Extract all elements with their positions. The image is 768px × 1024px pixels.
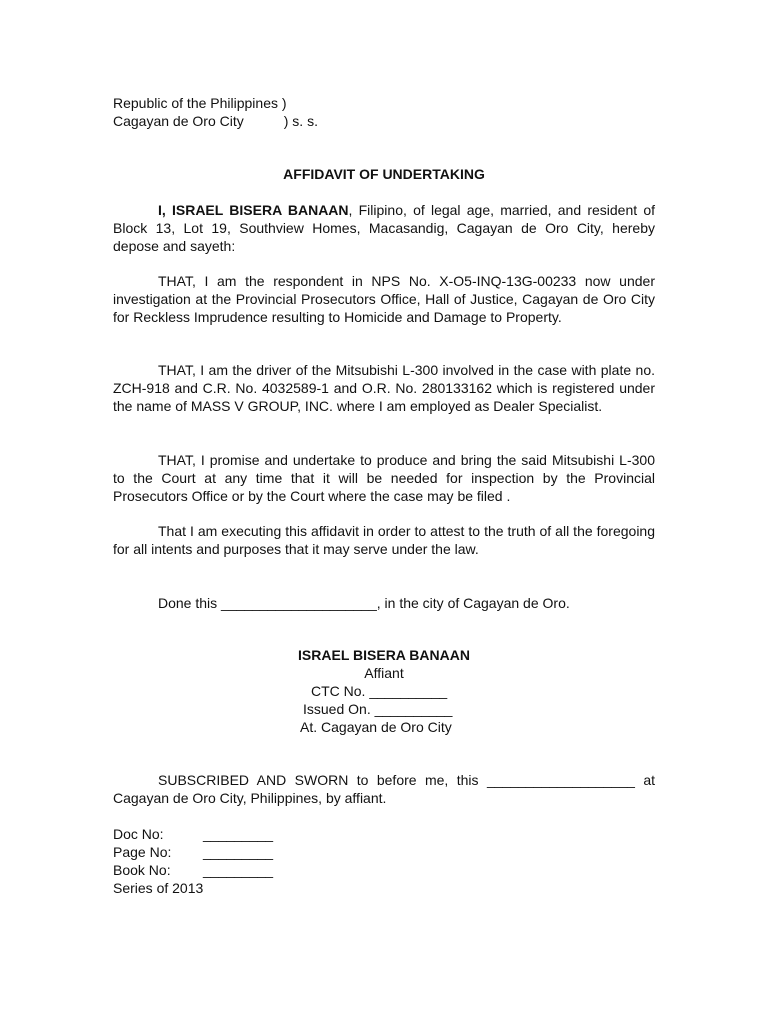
venue-city: Cagayan de Oro City	[113, 113, 244, 129]
done-line: Done this ____________________, in the city of Cagayan de Oro.	[158, 595, 570, 611]
venue-ss: ) s. s.	[283, 113, 318, 129]
notarial-registry-block	[113, 825, 273, 897]
book-no-row	[113, 861, 273, 879]
affiant-role: Affiant	[364, 665, 404, 681]
book-no-label: Book No:	[113, 862, 171, 878]
venue-block	[113, 94, 318, 130]
doc-no-value: _________	[203, 826, 274, 842]
intro-paragraph	[113, 201, 655, 255]
ctc-issued-at: At. Cagayan de Oro City	[300, 719, 452, 735]
paragraph-driver: THAT, I am the driver of the Mitsubishi L-300 involved in the case with plate no. ZCH-918 and C.R. No. 4032589-1 and O.R. No. 280133162 which is registered under the name of MASS V GROUP, INC. where I am employed as Dealer Specialist.	[113, 362, 655, 414]
book-no-value: _________	[203, 862, 274, 878]
venue-line-1: Republic of the Philippines )	[113, 95, 287, 111]
affiant-name: ISRAEL BISERA BANAAN	[298, 647, 470, 663]
paragraph-undertaking: THAT, I promise and undertake to produce and bring the said Mitsubishi L-300 to the Court at any time that it will be needed for inspection by the Provincial Prosecutors Office or by the Court where the case may be filed .	[113, 452, 655, 504]
page-no-row	[113, 843, 273, 861]
venue-line-2	[113, 112, 318, 130]
ctc-block	[300, 682, 500, 736]
paragraph-respondent: THAT, I am the respondent in NPS No. X-O5-INQ-13G-00233 now under investigation at the Provincial Prosecutors Office, Hall of Justice, Cagayan de Oro City for Reckless Imprudence resulting to Homicide and Damage to Property.	[113, 273, 655, 325]
doc-no-label: Doc No:	[113, 826, 164, 842]
document-title: AFFIDAVIT OF UNDERTAKING	[283, 166, 485, 182]
page-no-value: _________	[203, 844, 274, 860]
ctc-number: CTC No. __________	[311, 683, 448, 699]
affiant-signature-block	[0, 646, 768, 682]
jurat-paragraph: SUBSCRIBED AND SWORN to before me, this ___________________ at Cagayan de Oro City, Philippines, by affiant.	[113, 772, 655, 806]
affiant-name-inline: I, ISRAEL BISERA BANAAN	[158, 202, 349, 218]
ctc-issued-on: Issued On. __________	[303, 701, 453, 717]
paragraph-attestation: That I am executing this affidavit in order to attest to the truth of all the foregoing for all intents and purposes that it may serve under the law.	[113, 523, 655, 557]
page-no-label: Page No:	[113, 844, 172, 860]
intro-text: , Filipino, of legal age, married, and resident of Block 13, Lot 19, Southview Homes, Macasandig, Cagayan de Oro City, hereby depose and sayeth:	[113, 202, 656, 254]
series-line: Series of 2013	[113, 880, 204, 896]
doc-no-row	[113, 825, 273, 843]
